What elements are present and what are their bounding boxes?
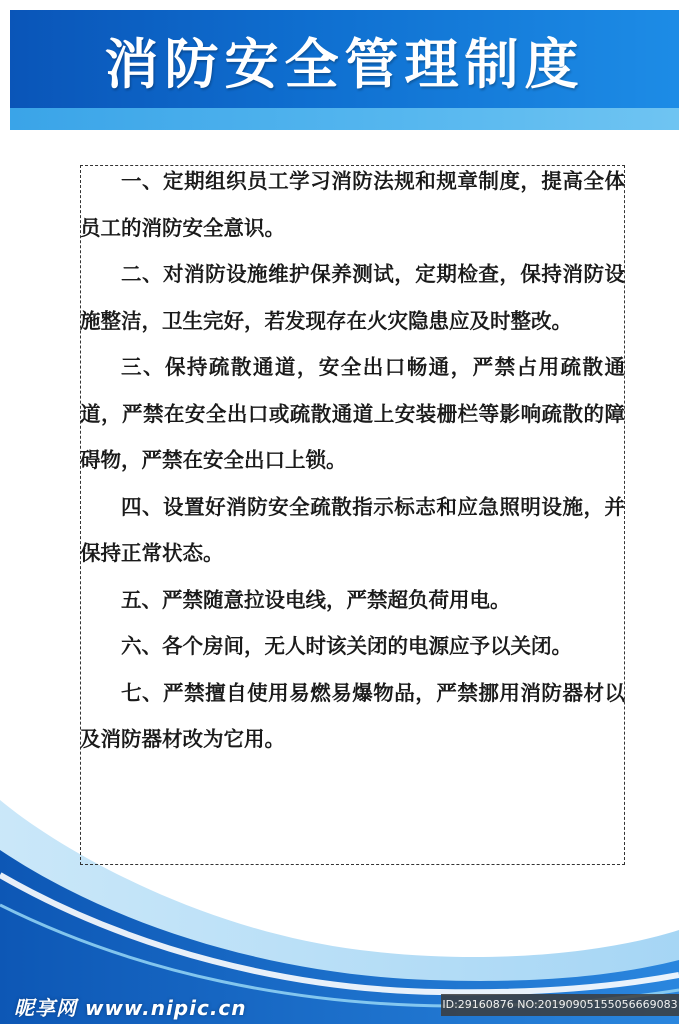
watermark-id: ID:29160876 NO:20190905155056669083: [441, 994, 679, 1016]
rule-paragraph: 一、定期组织员工学习消防法规和规章制度，提高全体员工的消防安全意识。: [80, 169, 625, 240]
rule-paragraph: 六、各个房间，无人时该关闭的电源应予以关闭。: [121, 634, 572, 658]
rule-paragraph: 七、严禁擅自使用易燃易爆物品，严禁挪用消防器材以及消防器材改为它用。: [80, 680, 625, 751]
rule-paragraph: 五、严禁随意拉设电线，严禁超负荷用电。: [121, 587, 511, 612]
rule-paragraph: 三、保持疏散通道，安全出口畅通，严禁占用疏散通道，严禁在安全出口或疏散通道上安装栅栏等影响疏散的障碍物，严禁在安全出口上锁。: [80, 355, 625, 472]
rules-list: [80, 158, 625, 763]
rule-paragraph: 四、设置好消防安全疏散指示标志和应急照明设施，并保持正常状态。: [80, 494, 625, 565]
watermark-logo: 昵享网 www.nipic.cn: [14, 996, 247, 1020]
header-stripe: [10, 108, 679, 130]
rule-paragraph: 二、对消防设施维护保养测试，定期检查，保持消防设施整洁，卫生完好，若发现存在火灾隐患应及时整改。: [80, 262, 625, 333]
poster-title: 消防安全管理制度: [104, 32, 585, 96]
